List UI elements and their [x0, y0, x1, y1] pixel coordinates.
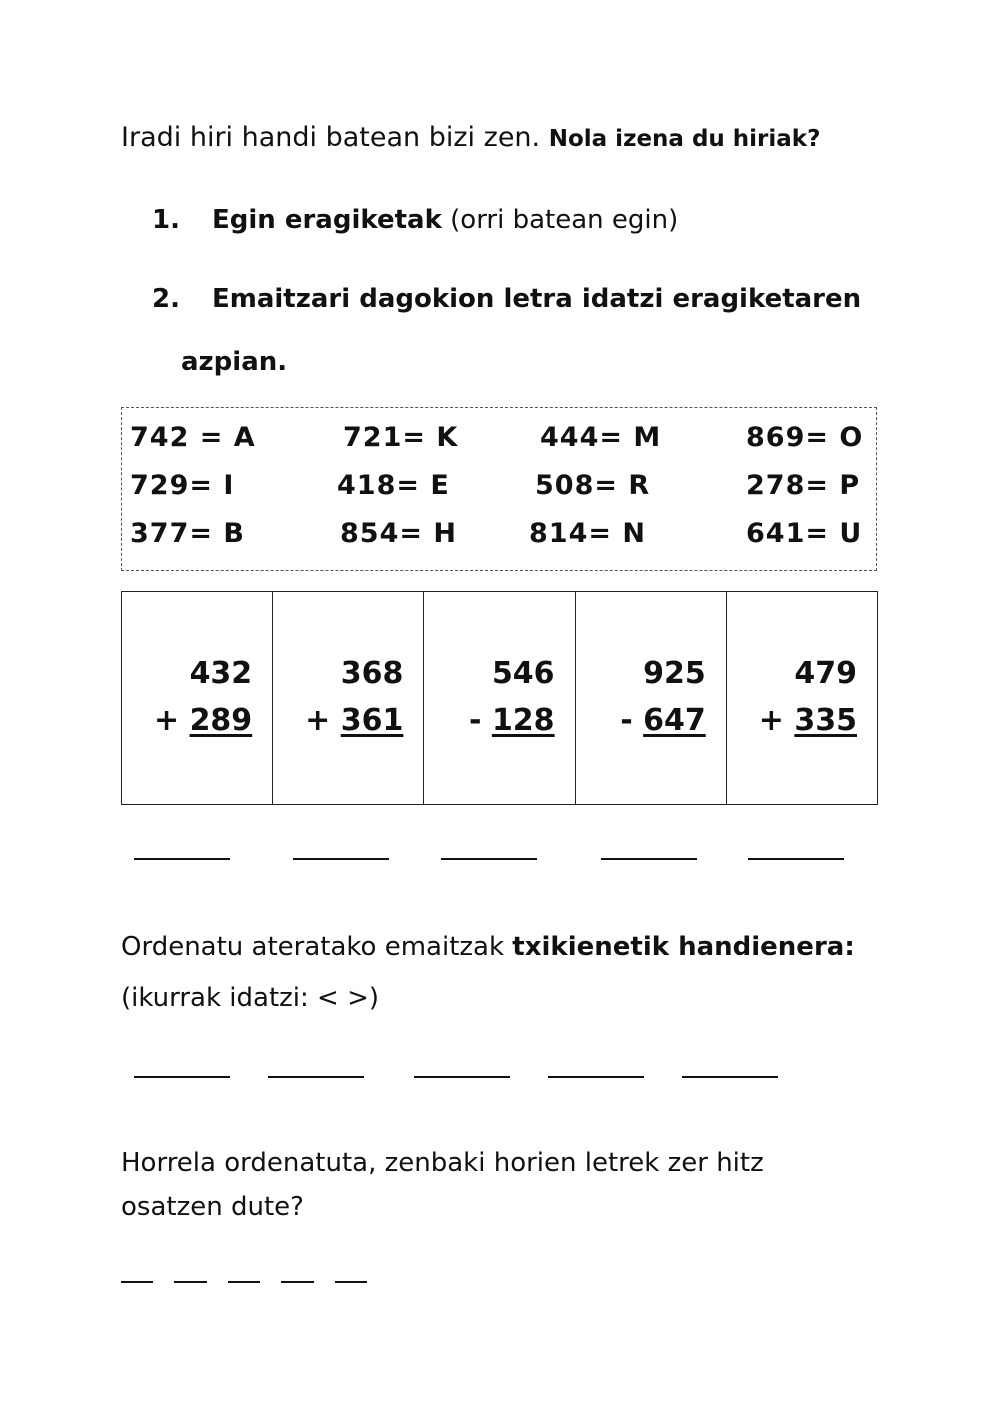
step-2-continuation: azpian. [181, 347, 288, 377]
intro-line [121, 122, 820, 153]
ordering-text: Ordenatu ateratako emaitzak [121, 932, 505, 962]
operation-sign: + [305, 703, 331, 738]
code-entry: 418= E [337, 470, 450, 501]
ordering-colon: : [844, 932, 855, 962]
code-entry: 814= N [529, 518, 646, 549]
answer-blank[interactable] [748, 858, 844, 860]
code-entry: 721= K [343, 422, 459, 453]
intro-sentence: Iradi hiri handi batean bizi zen. [121, 122, 541, 153]
step-2-number: 2. [152, 284, 180, 314]
step-1 [152, 205, 678, 235]
operation-cell [424, 592, 575, 805]
operation-bottom: 361 [340, 703, 404, 738]
ordering-blank[interactable] [134, 1076, 230, 1078]
ordering-blank[interactable] [682, 1076, 778, 1078]
code-entry: 641= U [746, 518, 863, 549]
answer-blank[interactable] [293, 858, 389, 860]
code-entry: 869= O [746, 422, 864, 453]
operation-bottom: 289 [189, 703, 253, 738]
operation-top: 925 [643, 656, 706, 691]
ordering-bold: txikienetik handienera [512, 932, 845, 962]
intro-question: Nola izena du hiriak? [548, 126, 821, 152]
operation-cell [273, 592, 424, 805]
operation-top: 546 [491, 656, 555, 691]
code-entry: 444= M [540, 422, 662, 453]
word-question-line-1: Horrela ordenatuta, zenbaki horien letrek zer hitz [121, 1148, 764, 1178]
step-2 [152, 284, 861, 314]
letter-blank[interactable] [121, 1281, 153, 1283]
operation-cell [122, 592, 273, 805]
operation-bottom: 647 [643, 703, 706, 738]
letter-blank[interactable] [228, 1281, 260, 1283]
ordering-instruction [121, 932, 855, 962]
answer-blank[interactable] [441, 858, 537, 860]
operation [469, 650, 555, 744]
answer-blank[interactable] [134, 858, 230, 860]
code-entry: 729= I [130, 470, 235, 501]
operation [620, 650, 706, 744]
operation-bottom: 335 [794, 703, 857, 738]
step-2-bold: Emaitzari dagokion letra idatzi eragiketaren [212, 284, 862, 314]
ordering-blank[interactable] [548, 1076, 644, 1078]
operation-top: 368 [340, 656, 404, 691]
operation-sign: - [469, 703, 482, 738]
ordering-blank[interactable] [268, 1076, 364, 1078]
code-entry: 742 = A [130, 422, 256, 453]
code-entry: 377= B [130, 518, 245, 549]
code-entry: 278= P [746, 470, 861, 501]
letter-code-box [121, 407, 877, 571]
step-1-number: 1. [152, 205, 180, 235]
operation-top: 479 [794, 656, 857, 691]
operation-bottom: 128 [491, 703, 555, 738]
operation [305, 650, 403, 744]
letter-blank[interactable] [281, 1281, 314, 1283]
operation [154, 650, 252, 744]
operation-top: 432 [189, 656, 253, 691]
operation [759, 650, 857, 744]
operation-sign: - [620, 703, 633, 738]
operations-table [121, 591, 878, 805]
answer-blank[interactable] [601, 858, 697, 860]
letter-blank[interactable] [335, 1281, 367, 1283]
code-entry: 854= H [340, 518, 457, 549]
ordering-hint: (ikurrak idatzi: < >) [121, 983, 380, 1013]
step-1-bold: Egin eragiketak [212, 205, 442, 235]
operation-sign: + [758, 703, 784, 738]
code-entry: 508= R [535, 470, 651, 501]
operation-sign: + [153, 703, 180, 738]
operation-cell [575, 592, 726, 805]
operation-cell [726, 592, 877, 805]
step-1-rest: (orri batean egin) [450, 205, 679, 235]
word-question-line-2: osatzen dute? [121, 1192, 304, 1222]
letter-blank[interactable] [174, 1281, 207, 1283]
ordering-blank[interactable] [414, 1076, 510, 1078]
